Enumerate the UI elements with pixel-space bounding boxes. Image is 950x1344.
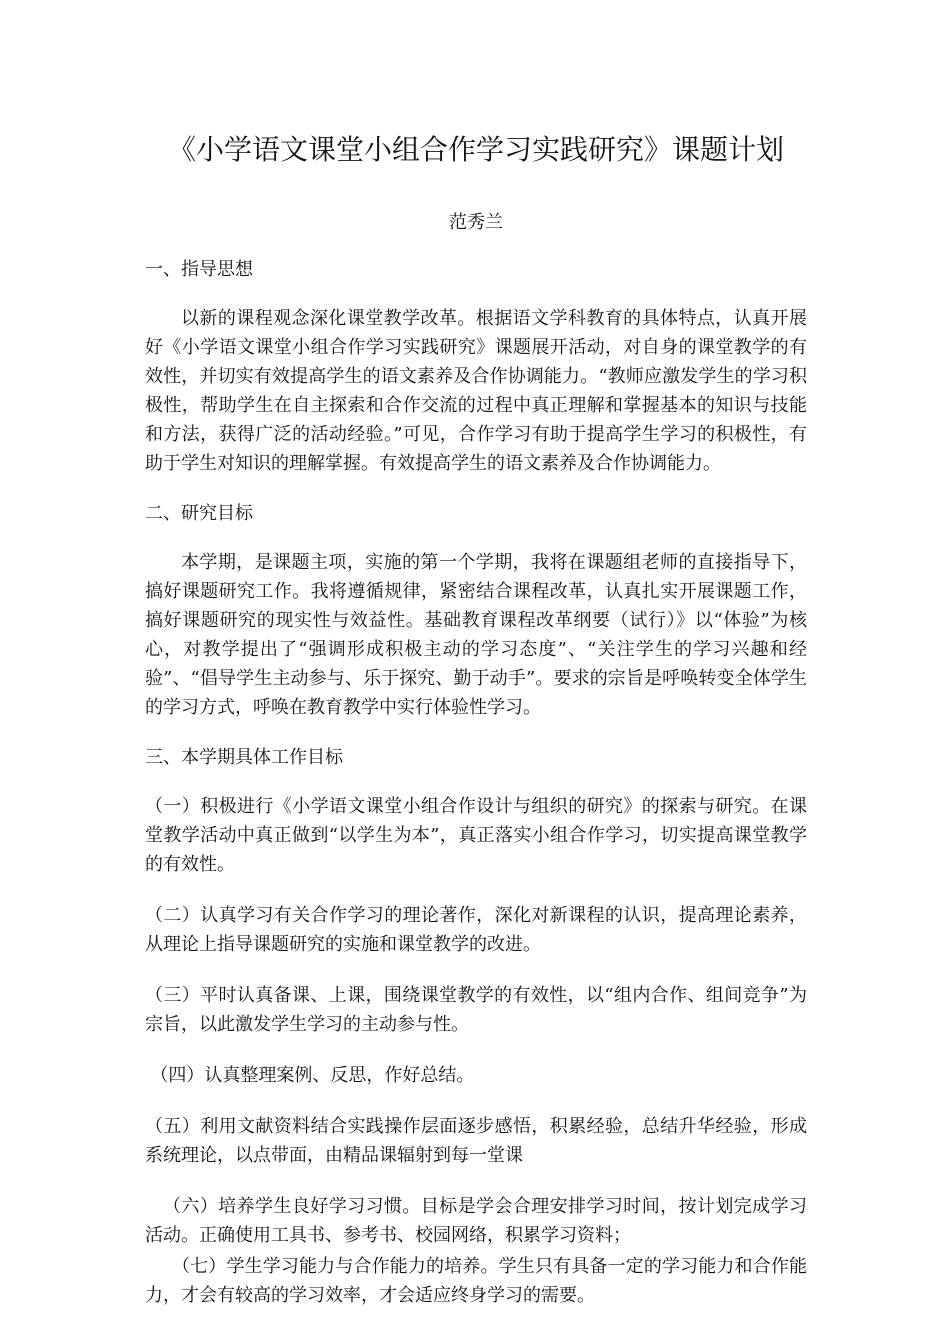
author-name: 范秀兰 [449,212,503,233]
list-item-goal-7: （七）学生学习能力与合作能力的培养。学生只有具备一定的学习能力和合作能力，才会有较高的学习效率，才会适应终身学习的需要。 [145,1256,807,1306]
list-item-goal-6: （六）培养学生良好学习习惯。目标是学会合理安排学习时间，按计划完成学习活动。正确使用工具书、参考书、校园网络，积累学习资料； [145,1196,807,1246]
list-item-goal-2: （二）认真学习有关合作学习的理论著作，深化对新课程的认识，提高理论素养，从理论上指导课题研究的实施和课堂教学的改进。 [145,905,807,955]
paragraph-guiding-thought: 以新的课程观念深化课堂教学改革。根据语文学科教育的具体特点，认真开展好《小学语文课堂小组合作学习实践研究》课题展开活动，对自身的课堂教学的有效性，并切实有效提高学生的语文素养及合作协调能力。“教师应激发学生的学习积极性，帮助学生在自主探索和合作交流的过程中真正理解和掌握基本的知识与技能和方法，获得广泛的活动经验。”可见，合作学习有助于提高学生学习的积极性，有助于学生对知识的理解掌握。有效提高学生的语文素养及合作协调能力。 [145,308,807,474]
section-heading-guiding-thought: 一、指导思想 [145,259,253,280]
section-heading-research-goal: 二、研究目标 [145,503,253,524]
list-item-goal-1: （一）积极进行《小学语文课堂小组合作设计与组织的研究》的探索与研究。在课堂教学活动中真正做到“以学生为本”，真正落实小组合作学习，切实提高课堂教学的有效性。 [145,796,807,875]
list-item-goal-3: （三）平时认真备课、上课，围绕课堂教学的有效性，以“组内合作、组间竞争”为宗旨，以此激发学生学习的主动参与性。 [145,985,807,1035]
section-heading-semester-goals: 三、本学期具体工作目标 [145,747,343,768]
list-item-goal-5: （五）利用文献资料结合实践操作层面逐步感悟，积累经验，总结升华经验，形成系统理论，以点带面，由精品课辐射到每一堂课 [145,1116,807,1166]
paragraph-research-goal: 本学期，是课题主项，实施的第一个学期，我将在课题组老师的直接指导下，搞好课题研究工作。我将遵循规律，紧密结合课程改革，认真扎实开展课题工作，搞好课题研究的现实性与效益性。基础教育课程改革纲要（试行）》以“体验”为核心，对教学提出了“强调形成积极主动的学习态度”、“关注学生的学习兴趣和经验”、“倡导学生主动参与、乐于探究、勤于动手”。要求的宗旨是呼唤转变全体学生的学习方式，呼唤在教育教学中实行体验性学习。 [145,552,807,718]
list-item-goal-4: （四）认真整理案例、反思，作好总结。 [150,1065,475,1086]
document-title: 《小学语文课堂小组合作学习实践研究》课题计划 [167,133,784,166]
